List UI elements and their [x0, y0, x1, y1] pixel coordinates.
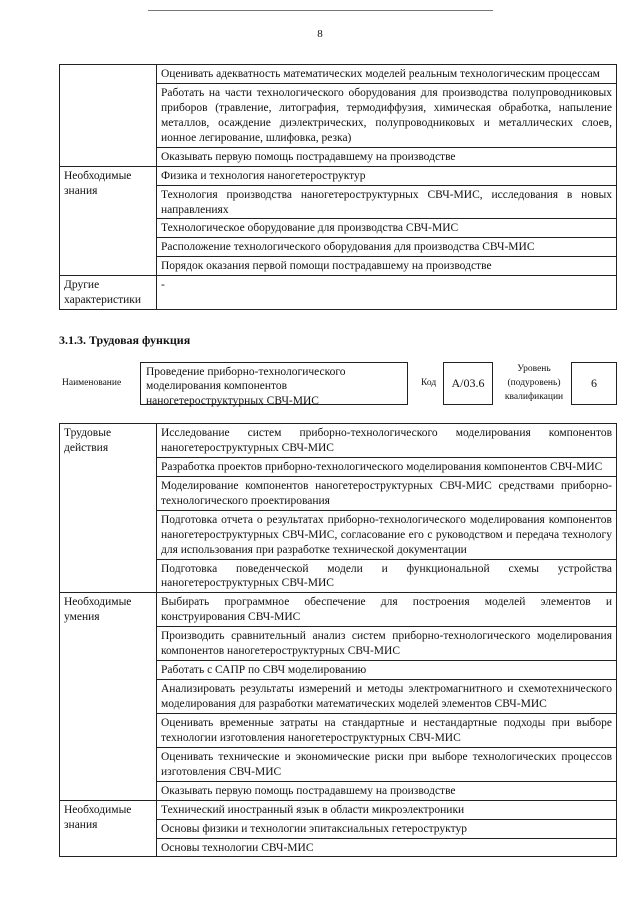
- table-cell-text: Разработка проектов приборно-технологического моделирования компонентов СВЧ-МИС: [157, 457, 617, 476]
- page-number: 8: [317, 28, 323, 40]
- competency-table-continued: [59, 64, 617, 310]
- table-cell-text: Расположение технологического оборудования для производства СВЧ-МИС: [157, 238, 617, 257]
- table-cell-text: Основы физики и технологии эпитаксиальных гетероструктур: [157, 819, 617, 838]
- table-cell-text: Работать с САПР по СВЧ моделированию: [157, 661, 617, 680]
- table-cell-text: Технический иностранный язык в области микроэлектроники: [157, 800, 617, 819]
- table-cell-text: Анализировать результаты измерений и методы электромагнитного и схемотехнического моделирования для разработки математических моделей элементов СВЧ-МИС: [157, 680, 617, 714]
- table-row: [60, 800, 617, 819]
- table-cell-text: Подготовка поведенческой модели и функциональной схемы устройства наногетероструктурных СВЧ-МИС: [157, 559, 617, 593]
- category-other: Другие характеристики: [60, 276, 157, 310]
- table-cell-text: Оценивать адекватность математических моделей реальным технологическим процессам: [157, 65, 617, 84]
- table-row: [60, 166, 617, 185]
- code-label: Код: [421, 378, 437, 388]
- table-cell-text: Порядок оказания первой помощи пострадавшему на производстве: [157, 257, 617, 276]
- table-cell-text: Оказывать первую помощь пострадавшему на производстве: [157, 147, 617, 166]
- table-cell-text: Производить сравнительный анализ систем приборно-технологического моделирования компонентов наногетероструктурных СВЧ-МИС: [157, 627, 617, 661]
- table-cell-text: Работать на части технологического оборудования для производства полупроводниковых приборов (травление, литография, термодиффузия, химическая обработка, напыление металлов, осаждение диэлектрических, полупроводниковых и металлических слоев, ионное легирование, шлифовка, резка): [157, 83, 617, 147]
- level-box: 6: [571, 362, 617, 405]
- table-cell-text: Подготовка отчета о результатах приборно-технологического моделирования компонентов наногетероструктурных СВЧ-МИС, согласование его с руководством и передача технологу для использования при разработке технической документации: [157, 510, 617, 559]
- category-cell-continued: [60, 65, 157, 167]
- level-label: Уровень (подуровень) квалификации: [504, 364, 564, 402]
- category-knowledge: Необходимые знания: [60, 800, 157, 857]
- table-cell-text: Моделирование компонентов наногетероструктурных СВЧ-МИС средствами приборно-технологического проектирования: [157, 476, 617, 510]
- category-knowledge: Необходимые знания: [60, 166, 157, 276]
- table-row: [60, 65, 617, 84]
- function-name-box: Проведение приборно-технологического моделирования компонентов наногетероструктурных СВЧ-МИС: [140, 362, 408, 405]
- category-skills: Необходимые умения: [60, 593, 157, 800]
- table-row: [60, 593, 617, 627]
- table-cell-text: Основы технологии СВЧ-МИС: [157, 838, 617, 857]
- table-cell-text: -: [157, 276, 617, 310]
- table-cell-text: Выбирать программное обеспечение для построения моделей элементов и конструирования СВЧ-МИС: [157, 593, 617, 627]
- table-cell-text: Технологическое оборудование для производства СВЧ-МИС: [157, 219, 617, 238]
- name-label: Наименование: [62, 378, 122, 388]
- code-box: A/03.6: [443, 362, 493, 405]
- category-actions: Трудовые действия: [60, 424, 157, 593]
- table-cell-text: Физика и технология наногетероструктур: [157, 166, 617, 185]
- labor-function-table: [59, 423, 617, 857]
- table-cell-text: Оценивать технические и экономические риски при выборе технологических процессов изготовления СВЧ-МИС: [157, 747, 617, 781]
- table-cell-text: Технология производства наногетероструктурных СВЧ-МИС, исследования в новых направлениях: [157, 185, 617, 219]
- table-cell-text: Исследование систем приборно-технологического моделирования компонентов наногетероструктурных СВЧ-МИС: [157, 424, 617, 458]
- top-rule: [148, 10, 493, 11]
- table-row: [60, 424, 617, 458]
- section-title: 3.1.3. Трудовая функция: [59, 333, 191, 347]
- table-cell-text: Оказывать первую помощь пострадавшему на производстве: [157, 781, 617, 800]
- table-row: [60, 276, 617, 310]
- table-cell-text: Оценивать временные затраты на стандартные и нестандартные подходы при выборе технологии изготовления наногетероструктурных СВЧ-МИС: [157, 713, 617, 747]
